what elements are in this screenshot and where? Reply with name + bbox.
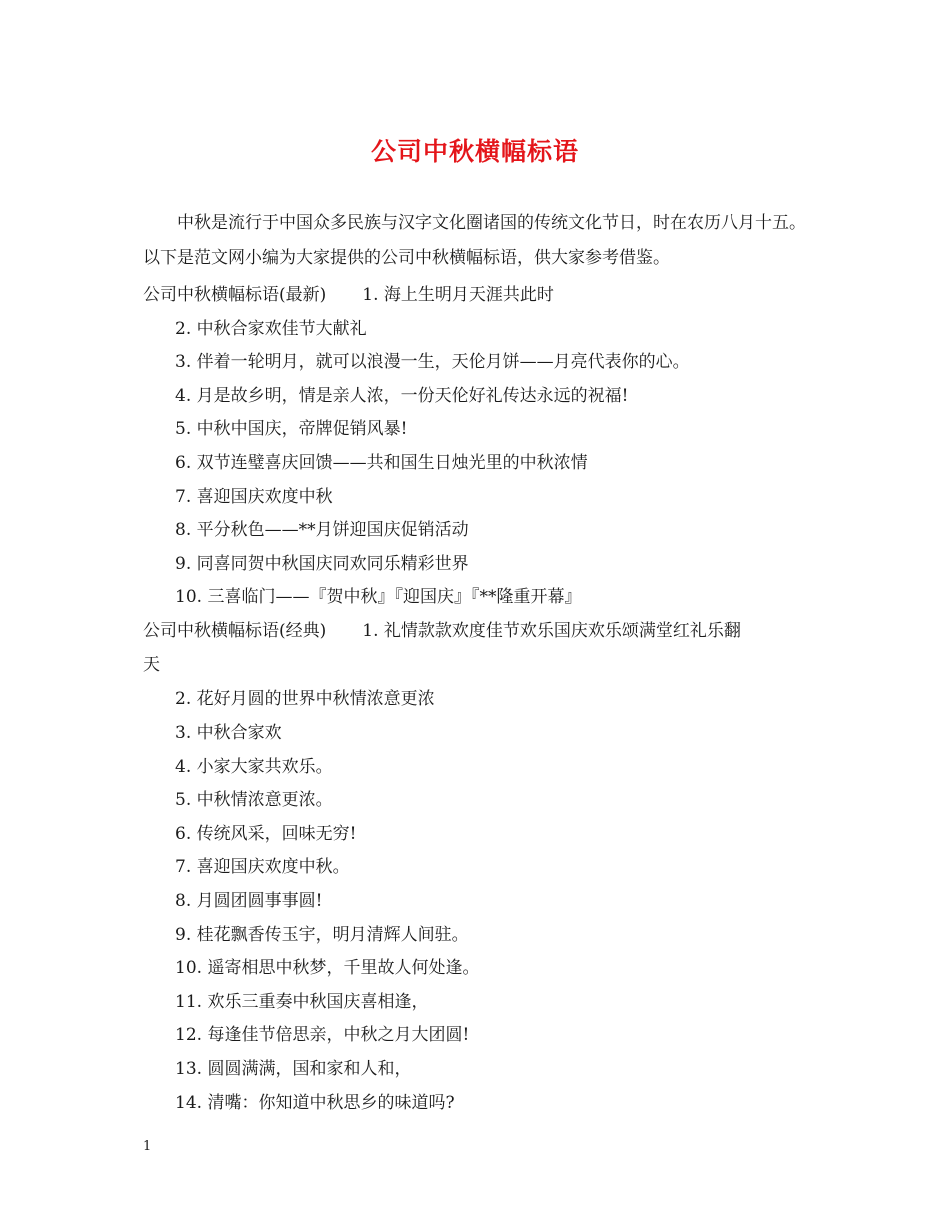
list-item: 7. 喜迎国庆欢度中秋。 (175, 857, 350, 877)
list-item: 6. 传统风采，回味无穷! (175, 824, 357, 844)
intro-paragraph: 中秋是流行于中国众多民族与汉字文化圈诸国的传统文化节日，时在农历八月十五。以下是范文网小编为大家提供的公司中秋横幅标语，供大家参考借鉴。 (143, 213, 806, 268)
list-item: 4. 小家大家共欢乐。 (175, 757, 333, 777)
list-item: 3. 中秋合家欢 (175, 723, 282, 743)
list-item: 2. 中秋合家欢佳节大献礼 (175, 319, 367, 339)
list-item: 8. 平分秋色——**月饼迎国庆促销活动 (175, 520, 469, 540)
list-item: 1. 海上生明月天涯共此时 (362, 285, 554, 305)
section-2-heading-line (143, 616, 741, 641)
section-1-heading-line (143, 280, 554, 305)
list-item: 9. 桂花飘香传玉宇，明月清辉人间驻。 (175, 925, 469, 945)
list-item: 3. 伴着一轮明月，就可以浪漫一生，天伦月饼——月亮代表你的心。 (175, 352, 690, 372)
list-item: 13. 圆圆满满，国和家和人和， (175, 1059, 412, 1079)
list-item: 8. 月圆团圆事事圆! (175, 891, 323, 911)
list-item: 7. 喜迎国庆欢度中秋 (175, 487, 333, 507)
list-item: 6. 双节连璧喜庆回馈——共和国生日烛光里的中秋浓情 (175, 453, 588, 473)
list-item: 4. 月是故乡明，情是亲人浓，一份天伦好礼传达永远的祝福! (175, 386, 629, 406)
list-item-continuation: 天 (143, 655, 160, 675)
list-item: 9. 同喜同贺中秋国庆同欢同乐精彩世界 (175, 554, 469, 574)
section-2-heading: 公司中秋横幅标语(经典) (143, 621, 327, 641)
list-item: 5. 中秋情浓意更浓。 (175, 790, 333, 810)
section-1-heading: 公司中秋横幅标语(最新) (143, 285, 327, 305)
list-item: 11. 欢乐三重奏中秋国庆喜相逢， (175, 992, 429, 1012)
list-item: 10. 三喜临门——『贺中秋』『迎国庆』『**隆重开幕』 (175, 587, 582, 607)
list-item: 10. 遥寄相思中秋梦，千里故人何处逢。 (175, 958, 480, 978)
list-item: 5. 中秋中国庆，帝牌促销风暴! (175, 419, 408, 439)
document-title: 公司中秋横幅标语 (370, 137, 579, 166)
list-item: 1. 礼情款款欢度佳节欢乐国庆欢乐颂满堂红礼乐翻 (362, 621, 741, 641)
list-item: 14. 清嘴：你知道中秋思乡的味道吗? (175, 1093, 455, 1113)
page-number: 1 (143, 1139, 152, 1154)
list-item: 12. 每逢佳节倍思亲，中秋之月大团圆! (175, 1025, 470, 1045)
list-item: 2. 花好月圆的世界中秋情浓意更浓 (175, 689, 435, 709)
